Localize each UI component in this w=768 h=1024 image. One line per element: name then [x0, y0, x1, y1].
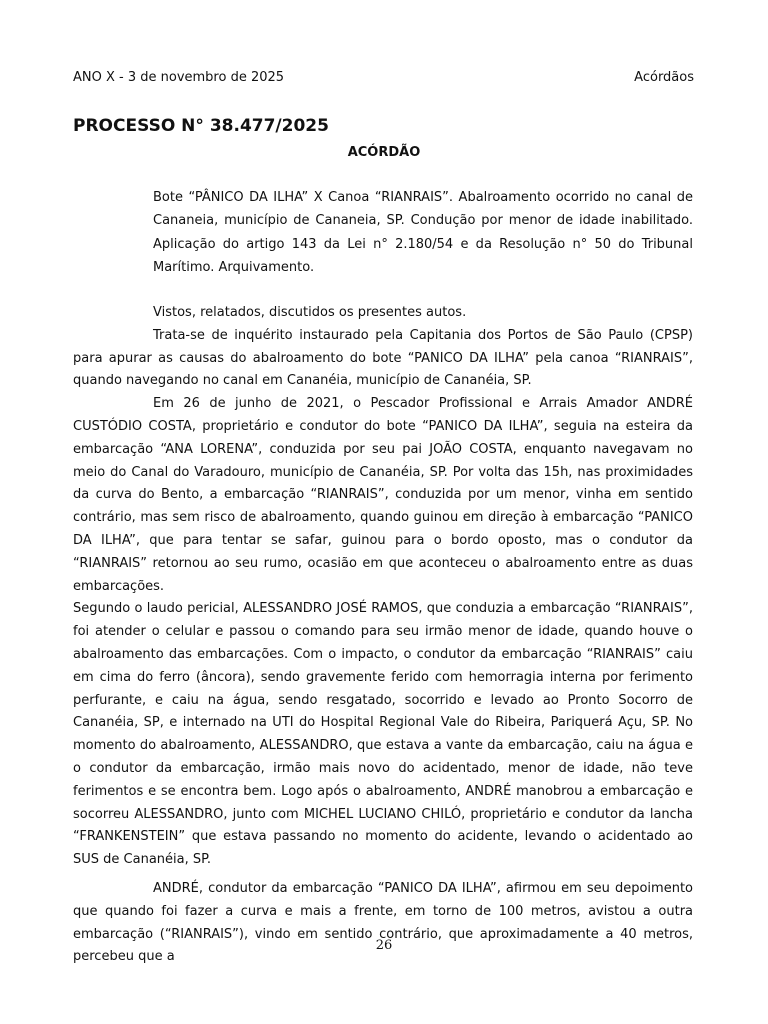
paragraph-facts: Em 26 de junho de 2021, o Pescador Profissional e Arrais Amador ANDRÉ CUSTÓDIO COSTA, proprietário e condutor do bote “PANICO DA ILHA”, seguia na esteira da embarcação “ANA LORENA”, conduzida por seu pai JOÃO COSTA, enquanto navegavam no meio do Canal do Varadouro, município de Cananéia, SP. Por volta das 15h, nas proximidades da curva do Bento, a embarcação “RIANRAIS”, conduzida por um menor, vinha em sentido contrário, mas sem risco de abalroamento, quando guinou em direção à embarcação “PANICO DA ILHA”, que para tentar se safar, guinou para o bordo oposto, mas o condutor da “RIANRAIS” retornou ao seu rumo, ocasião em que aconteceu o abalroamento entre as duas embarcações.	[73, 396, 693, 594]
running-header	[73, 70, 694, 86]
paragraph-inquiry: Trata-se de inquérito instaurado pela Capitania dos Portos de São Paulo (CPSP) para apurar as causas do abalroamento do bote “PANICO DA ILHA” pela canoa “RIANRAIS”, quando navegando no canal em Cananéia, município de Cananéia, SP.	[73, 327, 693, 389]
case-summary: Bote “PÂNICO DA ILHA” X Canoa “RIANRAIS”. Abalroamento ocorrido no canal de Cananeia, município de Cananeia, SP. Condução por menor de idade inabilitado. Aplicação do artigo 143 da Lei n° 2.180/54 e da Resolução n° 50 do Tribunal Marítimo. Arquivamento.	[153, 190, 693, 276]
header-section: Acórdãos	[634, 70, 694, 85]
header-edition-date: ANO X - 3 de novembro de 2025	[73, 70, 285, 85]
document-body	[73, 302, 693, 969]
paragraph-opening: Vistos, relatados, discutidos os presentes autos.	[153, 305, 467, 320]
page-number: 26	[375, 938, 393, 953]
document-type-heading: ACÓRDÃO	[347, 145, 421, 160]
paragraph-expert-report: Segundo o laudo pericial, ALESSANDRO JOSÉ RAMOS, que conduzia a embarcação “RIANRAIS”, foi atender o celular e passou o comando para seu irmão menor de idade, quando houve o abalroamento das embarcações. Com o impacto, o condutor da embarcação “RIANRAIS” caiu em cima do ferro (âncora), sendo gravemente ferido com hemorragia interna por ferimento perfurante, e caiu na água, sendo resgatado, socorrido e levado ao Pronto Socorro de Cananéia, SP, e internado na UTI do Hospital Regional Vale do Ribeira, Pariquerá Açu, SP. No momento do abalroamento, ALESSANDRO, que estava a vante da embarcação, caiu na água e o condutor da embarcação, irmão mais novo do acidentado, menor de idade, não teve ferimentos e se encontra bem. Logo após o abalroamento, ANDRÉ manobrou a embarcação e socorreu ALESSANDRO, junto com MICHEL LUCIANO CHILÓ, proprietário e condutor da lancha “FRANKENSTEIN” que estava passando no momento do acidente, levando o acidentado ao SUS de Cananéia, SP.	[73, 601, 693, 868]
process-title: PROCESSO N° 38.477/2025	[73, 116, 329, 136]
paragraph-testimony: ANDRÉ, condutor da embarcação “PANICO DA ILHA”, afirmou em seu depoimento que quando foi fazer a curva e mais a frente, em torno de 100 metros, avistou a outra embarcação (“RIANRAIS”), vindo em sentido contrário, que aproximadamente a 40 metros, percebeu que a	[73, 880, 693, 965]
